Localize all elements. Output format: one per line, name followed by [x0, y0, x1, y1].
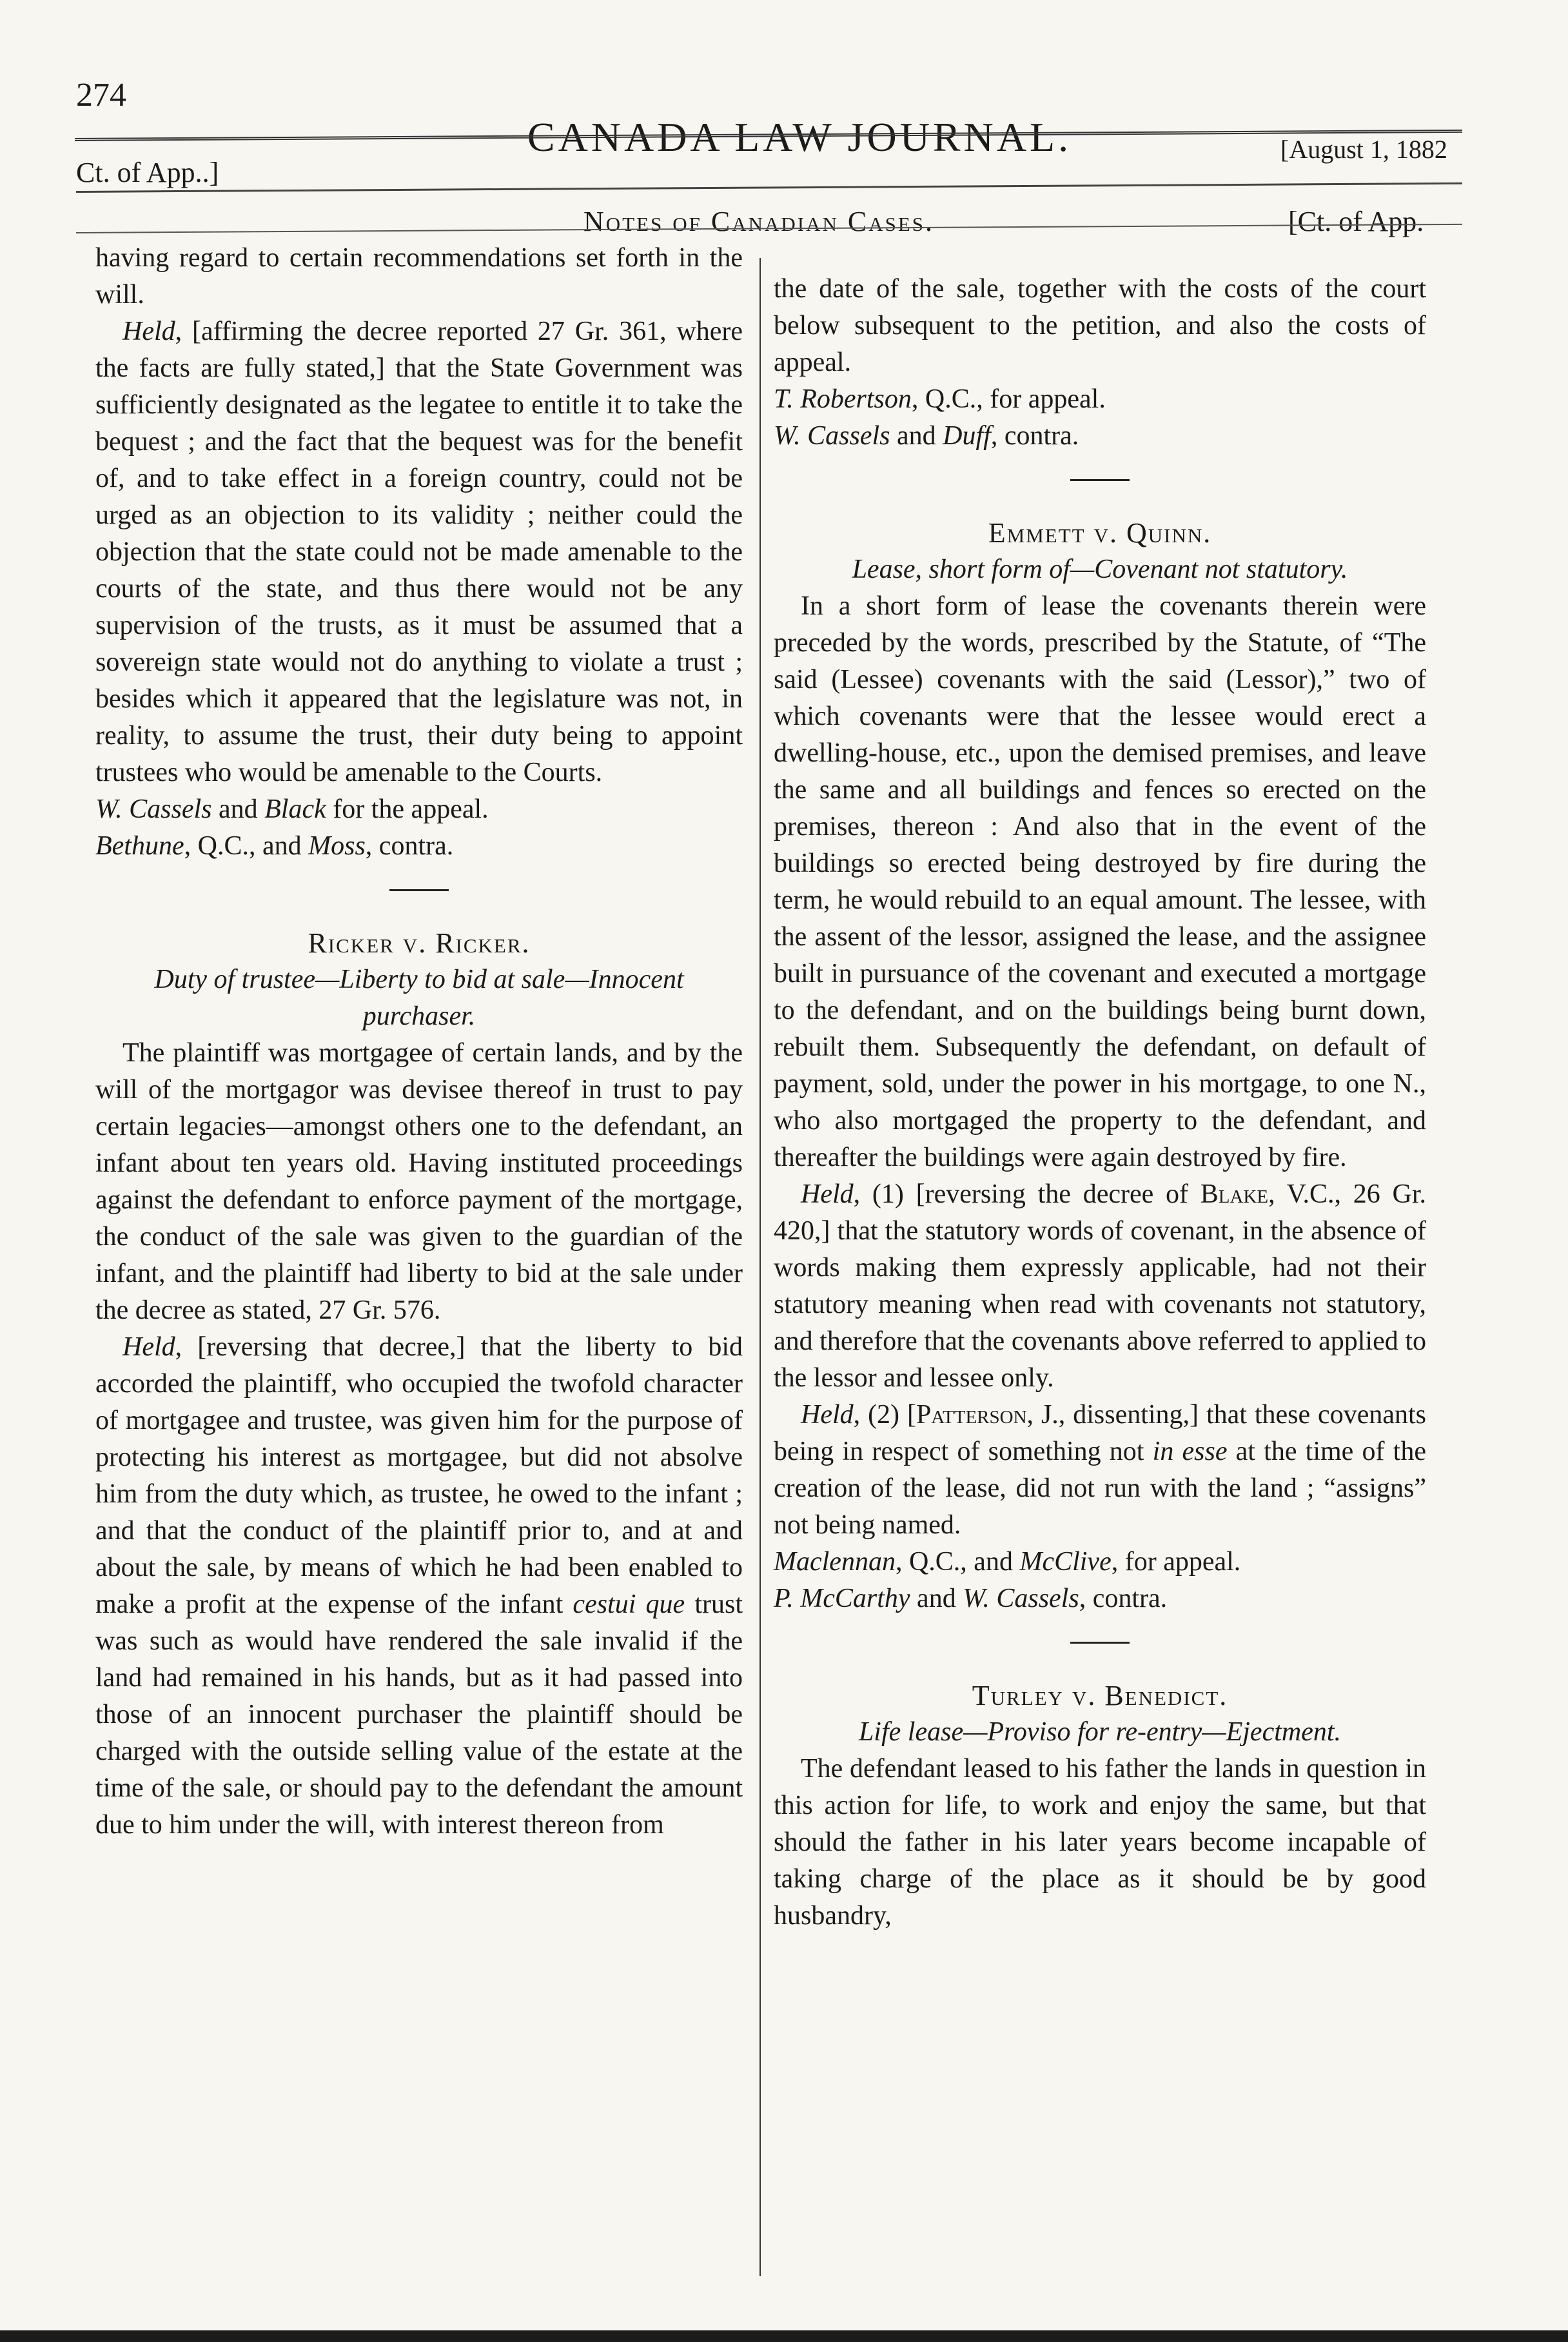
counsel-name: Moss — [308, 831, 366, 861]
scan-edge — [0, 2330, 1568, 2342]
facts-paragraph: In a short form of lease the covenants therein were preceded by the words, prescribed by the Statute, of “The said (Lessee) covenants with the said (Lessor),” two of which covenants were that the lessee would erect a dwelling-house, etc., upon the demised premises, and leave the same and all buildings and fences so erected on the premises, thereon : And also that in the event of the buildings so erected being destroyed by fire during the term, he would rebuild to an equal amount. The lessee, with the assent of the lessor, assigned the lease, and the assignee built in pursuance of the covenant and executed a mortgage to the defendant, and on the buildings being burnt down, rebuilt them. Subsequently the defendant, on default of payment, sold, under the power in his mortgage, to one N., who also mortgaged the property to the defendant, and thereafter the buildings were again destroyed by fire. — [774, 591, 1426, 1172]
header-rule-secondary — [76, 182, 1462, 193]
facts-paragraph: The plaintiff was mortgagee of certain lands, and by the will of the mortgagor was devisee thereof in trust to pay certain legacies—amongst others one to the defendant, an infant about ten years old. Having instituted proceedings against the defendant to enforce payment of the mortgage, the conduct of the sale was given to the guardian of the infant, and the plaintiff had liberty to bid at the sale under the decree as stated, 27 Gr. 576. — [95, 1038, 743, 1325]
counsel-role: , contra. — [1079, 1584, 1168, 1613]
court-label-right: [Ct. of App. — [1288, 206, 1424, 237]
held-label: Held — [801, 1179, 854, 1209]
counsel-role: , Q.C., for appeal. — [911, 384, 1106, 414]
counsel-role: , contra. — [990, 421, 1079, 451]
case-separator — [1070, 479, 1130, 481]
held-paragraph — [95, 1329, 743, 1844]
page-number: 274 — [76, 77, 126, 113]
counsel-line — [95, 828, 743, 865]
held-text: , (1) [reversing the decree of — [853, 1179, 1200, 1209]
counsel-connector: and — [910, 1584, 963, 1613]
counsel-name: McClive — [1019, 1547, 1112, 1577]
counsel-connector: , Q.C., and — [184, 831, 309, 861]
case-separator — [1070, 1642, 1130, 1644]
section-title-text: Notes of Canadian Cases. — [583, 206, 935, 237]
counsel-name: W. Cassels — [95, 794, 212, 824]
counsel-line — [95, 791, 743, 828]
held-text-end: at the time of the creation of the lease, did not run with the land ; “assigns” not being named. — [774, 1437, 1426, 1540]
held-label: Held — [122, 1332, 175, 1362]
counsel-name: W. Cassels — [774, 421, 890, 451]
column-divider — [760, 258, 761, 2276]
case-title: Turley v. Benedict. — [972, 1680, 1228, 1711]
latin-phrase: cestui que — [573, 1589, 685, 1619]
held-text-continued: , J., dissenting,] that these covenants being in respect of something not — [774, 1400, 1426, 1466]
left-column — [95, 240, 743, 1844]
case-separator — [389, 889, 449, 891]
counsel-name: Duff — [943, 421, 991, 451]
counsel-name: Maclennan — [774, 1547, 896, 1577]
counsel-line — [774, 1580, 1426, 1617]
journal-title: CANADA LAW JOURNAL. — [527, 114, 1072, 160]
held-paragraph — [774, 1176, 1426, 1397]
judge-name: Blake — [1200, 1179, 1269, 1209]
facts-paragraph: The defendant leased to his father the lands in question in this action for life, to work and enjoy the same, but that should the father in his later years become incapable of taking charge of the place as it should be by good husbandry, — [774, 1754, 1426, 1931]
counsel-role: , for appeal. — [1111, 1547, 1241, 1577]
held-text-continued: trust was such as would have rendered the sale invalid if the land had remained in his hands, but as it had passed into those of an innocent purchaser the plaintiff should be charged with the outside selling value of the estate at the time of the sale, or should pay to the defendant the amount due to him under the will, with interest thereon from — [95, 1589, 743, 1840]
counsel-connector: and — [211, 794, 265, 824]
counsel-line — [774, 381, 1426, 418]
continuation-paragraph: having regard to certain recommendations set forth in the will. — [95, 243, 743, 310]
held-text: , [reversing that decree,] that the liberty to bid accorded the plaintiff, who occupied the twofold character of mortgagee and trustee, was given him for the purpose of protecting his interest as mortgagee, but did not absolve him from the duty which, as trustee, he owed to the infant ; and that the conduct of the plaintiff prior to, and at and about the sale, by means of which he had been enabled to make a profit at the expense of the infant — [95, 1332, 743, 1619]
case-title: Emmett v. Quinn. — [988, 517, 1212, 549]
held-text: , [affirming the decree reported 27 Gr. 361, where the facts are fully stated,] that the State Government was sufficiently designated as the legatee to entitle it to take the bequest ; and the fact that the bequest was for the benefit of, and to take effect in a foreign country, could not be urged as an objection to its validity ; neither could the objection that the state could not be made amenable to the courts of the state, and thus there would not be any supervision of the trusts, as it must be assumed that a sovereign state would not do anything to violate a trust ; besides which it appeared that the legislature was not, in reality, to assume the trust, their duty being to appoint trustees who would be amenable to the Courts. — [95, 317, 743, 787]
case-subheading: Lease, short form of—Covenant not statutory. — [852, 555, 1348, 584]
case-subheading: Duty of trustee—Liberty to bid at sale—Innocent purchaser. — [154, 965, 684, 1031]
held-label: Held — [122, 317, 175, 346]
right-column — [774, 271, 1426, 1934]
case-subheading: Life lease—Proviso for re-entry—Ejectment. — [858, 1717, 1342, 1747]
court-label-left: Ct. of App..] — [76, 157, 219, 188]
counsel-role: , contra. — [365, 831, 454, 861]
latin-phrase: in esse — [1152, 1437, 1228, 1466]
counsel-name: W. Cassels — [963, 1584, 1079, 1613]
counsel-name: Black — [264, 794, 326, 824]
counsel-connector: , Q.C., and — [895, 1547, 1020, 1577]
held-text-continued: , V.C., 26 Gr. 420,] that the statutory words of covenant, in the absence of words making them expressly applicable, had not their statutory meaning when read with covenants not statutory, and therefore that the covenants above referred to applied to the lessor and lessee only. — [774, 1179, 1427, 1393]
counsel-name: P. McCarthy — [774, 1584, 910, 1613]
held-text: , (2) [ — [853, 1400, 916, 1430]
section-title — [583, 205, 934, 238]
issue-date: [August 1, 1882 — [1280, 135, 1447, 164]
held-paragraph — [95, 313, 743, 791]
counsel-connector: and — [890, 421, 943, 451]
held-label: Held — [801, 1400, 854, 1430]
continuation-paragraph: the date of the sale, together with the costs of the court below subsequent to the petition, and also the costs of appeal. — [774, 274, 1426, 377]
counsel-line — [774, 418, 1426, 455]
held-paragraph — [774, 1397, 1426, 1544]
counsel-line — [774, 1544, 1426, 1580]
case-title: Ricker v. Ricker. — [308, 927, 531, 959]
counsel-name: Bethune — [95, 831, 184, 861]
counsel-name: T. Robertson — [774, 384, 912, 414]
judge-name: Patterson — [916, 1400, 1027, 1430]
counsel-role: for the appeal. — [326, 794, 489, 824]
